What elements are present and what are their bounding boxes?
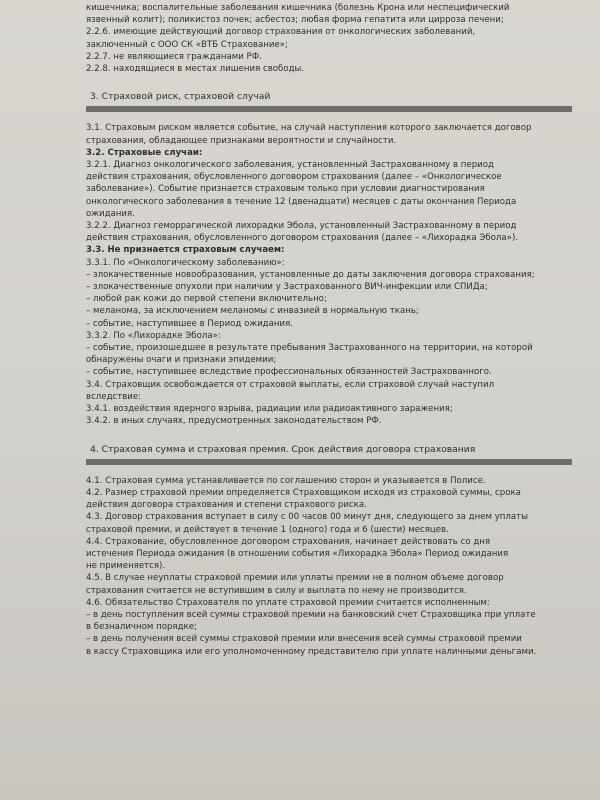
section-4-body bbox=[86, 475, 572, 658]
text-line: 4.1. Страховая сумма устанавливается по соглашению сторон и указывается в Полисе. bbox=[86, 475, 486, 486]
text-line: – событие, наступившее вследствие профессиональных обязанностей Застрахованного. bbox=[86, 367, 492, 378]
text-line: 3.3.1. По «Онкологическому заболеванию»: bbox=[86, 257, 285, 268]
text-line: – в день получения всей суммы страховой премии или внесения всей суммы страховой премии bbox=[86, 634, 522, 645]
text-line: истечения Периода ожидания (в отношении события «Лихорадка Эбола» Период ожидания bbox=[86, 548, 509, 559]
text-line: в безналичном порядке; bbox=[86, 622, 197, 633]
text-line: 3.4. Страховщик освобождается от страховой выплаты, если страховой случай наступил bbox=[86, 379, 495, 390]
text-line: 3.1. Страховым риском является событие, на случай наступления которого заключается договор bbox=[86, 123, 532, 134]
document-text bbox=[86, 2, 572, 658]
text-line: – меланома, за исключением меланомы с инвазией в нормальную ткань; bbox=[86, 306, 419, 317]
text-line: 3.4.1. воздействия ядерного взрыва, радиации или радиоактивного заражения; bbox=[86, 404, 453, 415]
text-line: 4.5. В случае неуплаты страховой премии или уплаты премии не в полном объеме договор bbox=[86, 573, 504, 584]
text-line: 4.2. Размер страховой премии определяется Страховщиком исходя из страховой суммы, срока bbox=[86, 487, 521, 498]
text-line: заключенный с ООО СК «ВТБ Страхование»; bbox=[86, 39, 288, 50]
text-line: не применяется). bbox=[86, 561, 166, 572]
subheading: 3.3. Не признается страховым случаем: bbox=[86, 245, 285, 256]
text-line: 4.6. Обязательство Страхователя по уплате страховой премии считается исполненным: bbox=[86, 597, 490, 608]
text-line: страхования считается не вступившим в силу и выплата по нему не производится. bbox=[86, 585, 467, 596]
text-line: 2.2.8. находящиеся в местах лишения свободы. bbox=[86, 64, 305, 75]
text-line: вследствие: bbox=[86, 391, 142, 402]
section-3-heading: 3. Страховой риск, страховой случай bbox=[86, 89, 572, 112]
text-line: ожидания. bbox=[86, 208, 135, 219]
text-line: 4.3. Договор страхования вступает в силу с 00 часов 00 минут дня, следующего за днем уплаты bbox=[86, 512, 528, 523]
text-line: – любой рак кожи до первой степени включительно; bbox=[86, 294, 327, 305]
text-line: кишечника; воспалительные заболевания кишечника (болезнь Крона или неспецифический bbox=[86, 3, 510, 13]
text-line: действия страхования, обусловленного договором страхования (далее – «Лихорадка Эбола»). bbox=[86, 233, 519, 244]
intro-block bbox=[86, 2, 572, 75]
text-line: – событие, наступившее в Период ожидания. bbox=[86, 318, 293, 329]
section-3-body bbox=[86, 122, 572, 427]
text-line: язвенный колит); поликистоз почек; асбестоз; любая форма гепатита или цирроза печени; bbox=[86, 15, 504, 26]
text-line: страхования, обладающее признаками вероятности и случайности. bbox=[86, 135, 397, 146]
text-line: заболевание»). Событие признается страховым только при условии диагностирования bbox=[86, 184, 485, 195]
text-line: 2.2.7. не являющиеся гражданами РФ. bbox=[86, 51, 262, 62]
text-line: 3.3.2. По «Лихорадке Эбола»: bbox=[86, 330, 221, 341]
text-line: – злокачественные опухоли при наличии у Застрахованного ВИЧ-инфекции или СПИДа; bbox=[86, 282, 488, 293]
text-line: онкологического заболевания в течение 12 (двенадцати) месяцев с даты окончания Периода bbox=[86, 196, 517, 207]
text-line: – в день поступления всей суммы страховой премии на банковский счет Страховщика при уплате bbox=[86, 609, 536, 620]
text-line: действия договора страхования и степени страхового риска. bbox=[86, 500, 367, 511]
text-line: 3.2.2. Диагноз геморрагической лихорадки Эбола, установленный Застрахованному в период bbox=[86, 221, 517, 232]
text-line: 3.4.2. в иных случаях, предусмотренных законодательством РФ. bbox=[86, 416, 382, 427]
subheading: 3.2. Страховые случаи: bbox=[86, 147, 203, 158]
text-line: в кассу Страховщика или его уполномоченному представителю при уплате наличными деньгами. bbox=[86, 646, 537, 657]
text-line: – событие, произошедшее в результате пребывания Застрахованного на территории, на которой bbox=[86, 343, 533, 354]
text-line: 4.4. Страхование, обусловленное договором страхования, начинает действовать со дня bbox=[86, 536, 491, 547]
text-line: 2.2.6. имеющие действующий договор страхования от онкологических заболеваний, bbox=[86, 27, 476, 38]
text-line: страховой премии, и действует в течение 1 (одного) года и 6 (шести) месяцев. bbox=[86, 524, 449, 535]
section-4-heading: 4. Страховая сумма и страховая премия. Срок действия договора страхования bbox=[86, 442, 572, 465]
text-line: – злокачественные новообразования, установленные до даты заключения договора страхования; bbox=[86, 269, 535, 280]
text-line: действия страхования, обусловленного договором страхования (далее – «Онкологическое bbox=[86, 172, 502, 183]
text-line: 3.2.1. Диагноз онкологического заболевания, установленный Застрахованному в период bbox=[86, 160, 494, 171]
text-line: обнаружены очаги и признаки эпидемии; bbox=[86, 355, 277, 366]
